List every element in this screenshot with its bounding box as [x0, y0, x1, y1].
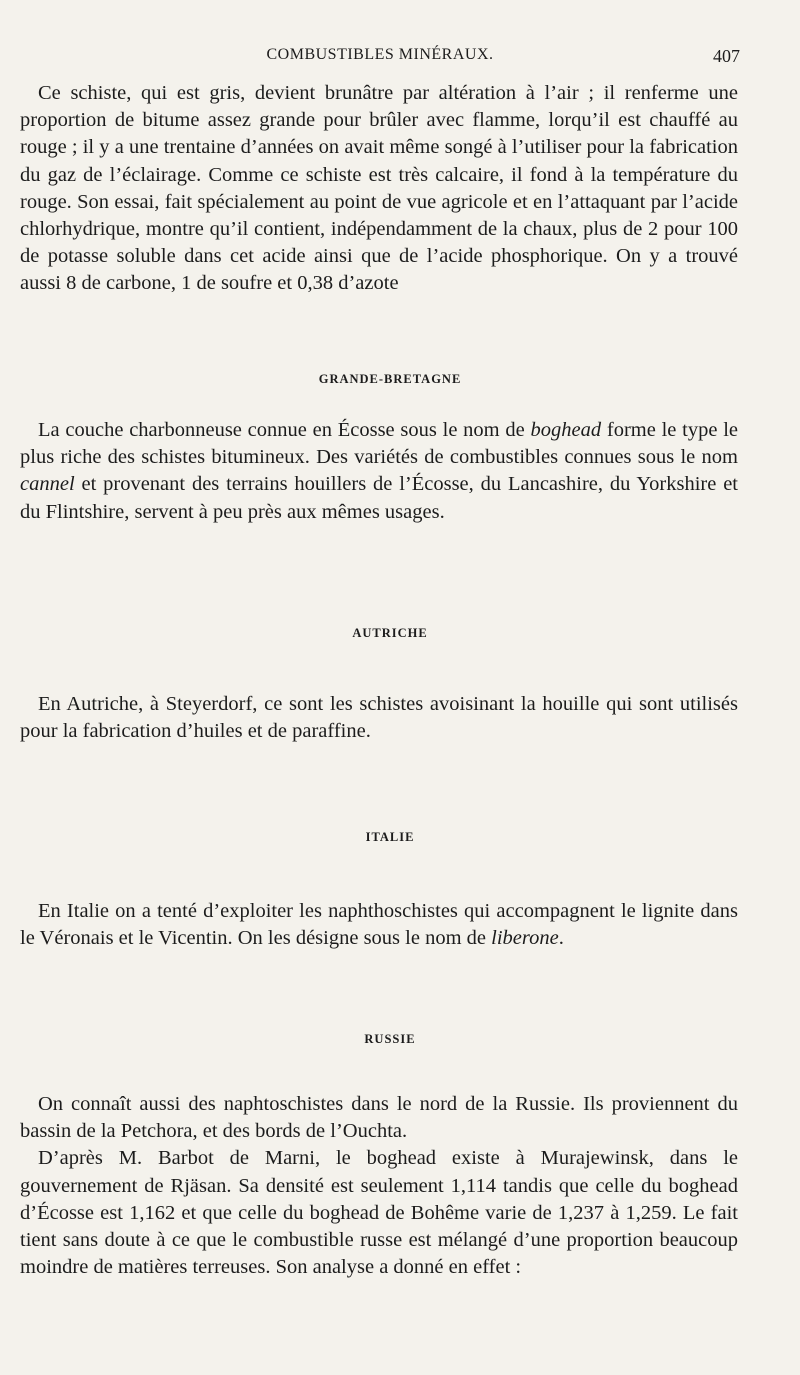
page-number: 407	[713, 46, 740, 66]
russie-paragraph-2: D’après M. Barbot de Marni, le boghead existe à Murajewinsk, dans le gouvernement de Rjäsan. Sa densité est seulement 1,114 tandis que celle du boghead d’Écosse est 1,162 et que celle du boghead de Bohême varie de 1,237 à 1,259. Le fait tient sans doute à ce que le combustible russe est mélangé d’une proportion beaucoup moindre de matières terreuses. Son analyse a donné en effet :	[20, 1147, 738, 1279]
term-liberone: liberone	[491, 927, 559, 950]
term-boghead: boghead	[530, 419, 602, 441]
section-heading-autriche: AUTRICHE	[352, 626, 428, 640]
paragraph-grande-bretagne	[20, 417, 738, 526]
term-cannel: cannel	[20, 473, 75, 496]
running-head	[20, 46, 740, 70]
section-heading-russie: RUSSIE	[364, 1032, 416, 1046]
grande-bretagne-text: La couche charbonneuse connue en Écosse sous le nom de boghead forme le type le plus riche des schistes bitumineux. Des variétés de combustibles connues sous le nom cannel et provenant des terrains houillers de l’Écosse, du Lancashire, du Yorkshire et du Flintshire, servent à peu près aux mêmes usages.	[20, 419, 738, 523]
paragraph-italie	[20, 898, 738, 952]
paragraph-autriche	[20, 691, 738, 745]
intro-text: Ce schiste, qui est gris, devient brunâtre par altération à l’air ; il renferme une proportion de bitume assez grande pour brûler avec flamme, lorqu’il est chauffé au rouge ; il y a une trentaine d’années on avait même songé à l’utiliser pour la fabrication du gaz de l’éclairage. Comme ce schiste est très calcaire, il fond à la température du rouge. Son essai, fait spécialement au point de vue agricole et en l’attaquant par l’acide chlorhydrique, montre qu’il contient, indépendamment de la chaux, plus de 2 pour 100 de potasse soluble dans cet acide ainsi que de l’acide phosphorique. On y a trouvé aussi 8 de carbone, 1 de soufre et 0,38 d’azote	[20, 82, 738, 295]
running-head-title: COMBUSTIBLES MINÉRAUX.	[266, 46, 494, 63]
paragraphs-russie	[20, 1091, 738, 1281]
autriche-text: En Autriche, à Steyerdorf, ce sont les schistes avoisinant la houille qui sont utilisés pour la fabrication d’huiles et de paraffine.	[20, 693, 738, 743]
section-heading-grande-bretagne: GRANDE-BRETAGNE	[318, 372, 462, 386]
section-heading-italie: ITALIE	[365, 830, 415, 844]
russie-paragraph-1: On connaît aussi des naphtoschistes dans le nord de la Russie. Ils proviennent du bassin de la Petchora, et des bords de l’Ouchta.	[20, 1093, 738, 1143]
italie-text: En Italie on a tenté d’exploiter les naphthoschistes qui accompagnent le lignite dans le Véronais et le Vicentin. On les désigne sous le nom de liberone.	[20, 900, 738, 950]
intro-paragraph	[20, 80, 738, 298]
